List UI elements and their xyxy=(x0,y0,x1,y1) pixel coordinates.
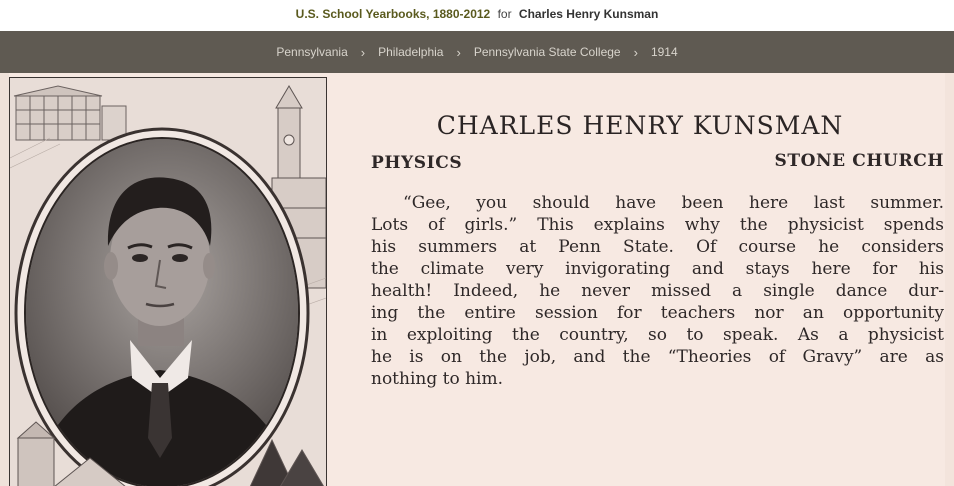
bio-line: in exploiting the country, so to speak. As a physicist xyxy=(371,325,944,345)
for-label: for xyxy=(497,7,512,21)
breadcrumb-school[interactable]: Pennsylvania State College xyxy=(473,45,621,59)
chevron-right-icon: › xyxy=(633,44,638,60)
bio-line: his summers at Penn State. Of course he considers xyxy=(371,237,944,257)
bio-line: nothing to him. xyxy=(371,369,504,389)
student-hometown: STONE CHURCH xyxy=(774,151,944,171)
portrait-illustration xyxy=(10,78,326,486)
bio-line: health! Indeed, he never missed a single dance dur- xyxy=(371,281,944,301)
breadcrumb-year[interactable]: 1914 xyxy=(650,45,678,59)
breadcrumb-state[interactable]: Pennsylvania xyxy=(276,45,348,59)
collection-link[interactable]: U.S. School Yearbooks, 1880-2012 xyxy=(295,7,491,21)
student-bio xyxy=(371,192,944,390)
bio-line: he is on the job, and the “Theories of Gravy” are as xyxy=(371,347,944,367)
yearbook-page-image[interactable] xyxy=(0,73,954,486)
page-edge-left xyxy=(0,73,9,486)
chevron-right-icon: › xyxy=(360,44,366,60)
bio-line: Lots of girls.” This explains why the physicist spends xyxy=(371,215,944,235)
chevron-right-icon: › xyxy=(456,44,461,60)
student-name: CHARLES HENRY KUNSMAN xyxy=(436,111,844,140)
student-major: PHYSICS xyxy=(371,153,463,173)
building-sketch xyxy=(14,86,126,140)
bio-line: the climate very invigorating and stays here for his xyxy=(371,259,944,279)
portrait-panel xyxy=(9,77,327,486)
breadcrumb xyxy=(0,31,954,73)
page-title-bar xyxy=(0,0,954,31)
bio-line: “Gee, you should have been here last summer. xyxy=(403,193,944,213)
person-name: Charles Henry Kunsman xyxy=(518,7,659,21)
breadcrumb-city[interactable]: Philadelphia xyxy=(378,45,444,59)
bio-line: ing the entire session for teachers nor an opportunity xyxy=(371,303,944,323)
